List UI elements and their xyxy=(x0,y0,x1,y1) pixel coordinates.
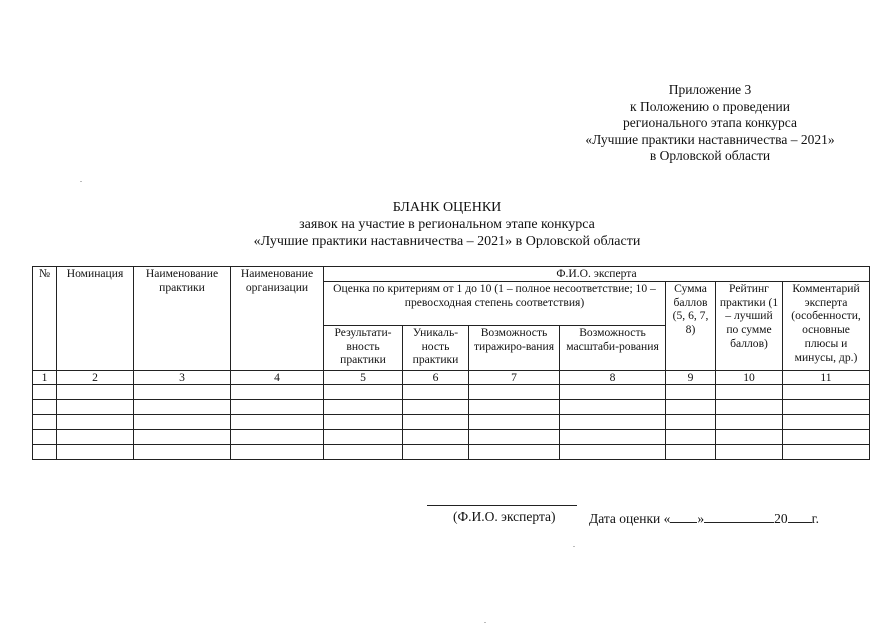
column-number-row xyxy=(33,371,870,385)
table-cell[interactable] xyxy=(469,400,560,415)
header-criterion-uniqueness: Уникаль-ность практики xyxy=(403,326,469,371)
header-rating: Рейтинг практики (1 – лучший по сумме баллов) xyxy=(716,282,783,371)
table-cell[interactable] xyxy=(324,385,403,400)
table-cell[interactable] xyxy=(666,385,716,400)
scan-speck xyxy=(573,546,575,547)
table-cell[interactable] xyxy=(134,445,231,460)
year-prefix: 20 xyxy=(774,511,788,526)
form-contest-line: «Лучшие практики наставничества – 2021» в Орловской области xyxy=(253,234,641,249)
table-cell[interactable] xyxy=(783,400,870,415)
year-suffix: г. xyxy=(811,511,820,526)
appendix-block xyxy=(560,82,860,165)
table-cell[interactable] xyxy=(231,385,324,400)
table-cell[interactable] xyxy=(33,415,57,430)
table-cell[interactable] xyxy=(33,400,57,415)
table-cell[interactable] xyxy=(33,445,57,460)
evaluation-date xyxy=(589,509,819,527)
date-month-blank[interactable] xyxy=(704,509,774,523)
appendix-line-2: к Положению о проведении xyxy=(630,98,790,114)
table-cell[interactable] xyxy=(469,415,560,430)
header-criteria: Оценка по критериям от 1 до 10 (1 – полное несоответствие; 10 – превосходная степень соответствия) xyxy=(324,282,666,326)
table-cell[interactable] xyxy=(231,445,324,460)
form-heading: БЛАНК ОЦЕНКИ xyxy=(392,200,502,215)
column-number: 6 xyxy=(403,371,469,385)
header-number: № xyxy=(33,267,57,371)
table-cell[interactable] xyxy=(231,400,324,415)
table-cell[interactable] xyxy=(57,445,134,460)
header-organization-name: Наименование организации xyxy=(231,267,324,371)
table-cell[interactable] xyxy=(134,415,231,430)
column-number: 5 xyxy=(324,371,403,385)
column-number: 7 xyxy=(469,371,560,385)
column-number: 4 xyxy=(231,371,324,385)
appendix-line-1: Приложение 3 xyxy=(668,82,752,97)
table-cell[interactable] xyxy=(469,430,560,445)
table-cell[interactable] xyxy=(716,445,783,460)
form-subtitle-line: заявок на участие в региональном этапе конкурса xyxy=(299,217,595,232)
table-cell[interactable] xyxy=(716,400,783,415)
expert-signature-line[interactable] xyxy=(427,505,577,506)
table-cell[interactable] xyxy=(134,430,231,445)
header-criterion-scaling: Возможность масштаби-рования xyxy=(560,326,666,371)
table-cell[interactable] xyxy=(403,400,469,415)
table-cell[interactable] xyxy=(33,430,57,445)
table-cell[interactable] xyxy=(783,415,870,430)
table-cell[interactable] xyxy=(324,400,403,415)
table-cell[interactable] xyxy=(231,415,324,430)
table-cell[interactable] xyxy=(666,415,716,430)
table-cell[interactable] xyxy=(324,445,403,460)
table-cell[interactable] xyxy=(560,430,666,445)
table-cell[interactable] xyxy=(231,430,324,445)
table-cell[interactable] xyxy=(57,385,134,400)
table-cell[interactable] xyxy=(716,430,783,445)
date-year-blank[interactable] xyxy=(788,509,812,523)
appendix-line-3: регионального этапа конкурса xyxy=(623,115,797,130)
expert-name-caption: (Ф.И.О. эксперта) xyxy=(453,509,556,524)
appendix-line-5: в Орловской области xyxy=(649,148,771,163)
table-cell[interactable] xyxy=(560,385,666,400)
date-close-quote: » xyxy=(697,511,705,526)
table-cell[interactable] xyxy=(666,430,716,445)
table-cell[interactable] xyxy=(560,400,666,415)
column-number: 11 xyxy=(783,371,870,385)
table-cell[interactable] xyxy=(783,445,870,460)
header-comment: Комментарий эксперта (особенности, основные плюсы и минусы, др.) xyxy=(783,282,870,371)
header-score-sum: Сумма баллов (5, 6, 7, 8) xyxy=(666,282,716,371)
header-criterion-replication: Возможность тиражиро-вания xyxy=(469,326,560,371)
column-number: 9 xyxy=(666,371,716,385)
table-cell[interactable] xyxy=(783,385,870,400)
table-cell[interactable] xyxy=(560,445,666,460)
table-row xyxy=(33,385,870,400)
table-cell[interactable] xyxy=(403,415,469,430)
scan-speck xyxy=(80,181,82,182)
table-row xyxy=(33,445,870,460)
table-cell[interactable] xyxy=(469,385,560,400)
table-cell[interactable] xyxy=(666,445,716,460)
form-title xyxy=(0,199,894,250)
table-cell[interactable] xyxy=(324,415,403,430)
table-row xyxy=(33,415,870,430)
table-cell[interactable] xyxy=(403,385,469,400)
column-number: 3 xyxy=(134,371,231,385)
scan-speck xyxy=(484,622,486,623)
table-cell[interactable] xyxy=(716,385,783,400)
table-cell[interactable] xyxy=(716,415,783,430)
table-row xyxy=(33,400,870,415)
column-number: 10 xyxy=(716,371,783,385)
table-cell[interactable] xyxy=(324,430,403,445)
table-cell[interactable] xyxy=(403,445,469,460)
date-day-blank[interactable] xyxy=(670,509,697,523)
table-cell[interactable] xyxy=(783,430,870,445)
table-cell[interactable] xyxy=(560,415,666,430)
evaluation-table xyxy=(32,266,870,460)
table-cell[interactable] xyxy=(403,430,469,445)
table-cell[interactable] xyxy=(57,400,134,415)
table-cell[interactable] xyxy=(134,400,231,415)
column-number: 8 xyxy=(560,371,666,385)
column-number: 2 xyxy=(57,371,134,385)
table-row xyxy=(33,430,870,445)
table-cell[interactable] xyxy=(134,385,231,400)
header-nomination: Номинация xyxy=(57,267,134,371)
table-cell[interactable] xyxy=(57,430,134,445)
column-number: 1 xyxy=(33,371,57,385)
header-practice-name: Наименование практики xyxy=(134,267,231,371)
header-expert-name: Ф.И.О. эксперта xyxy=(324,267,870,282)
table-cell[interactable] xyxy=(57,415,134,430)
appendix-line-4: «Лучшие практики наставничества – 2021» xyxy=(585,131,835,147)
table-cell[interactable] xyxy=(469,445,560,460)
table-cell[interactable] xyxy=(666,400,716,415)
date-label: Дата оценки « xyxy=(589,511,671,526)
header-criterion-results: Результати-вность практики xyxy=(324,326,403,371)
table-cell[interactable] xyxy=(33,385,57,400)
